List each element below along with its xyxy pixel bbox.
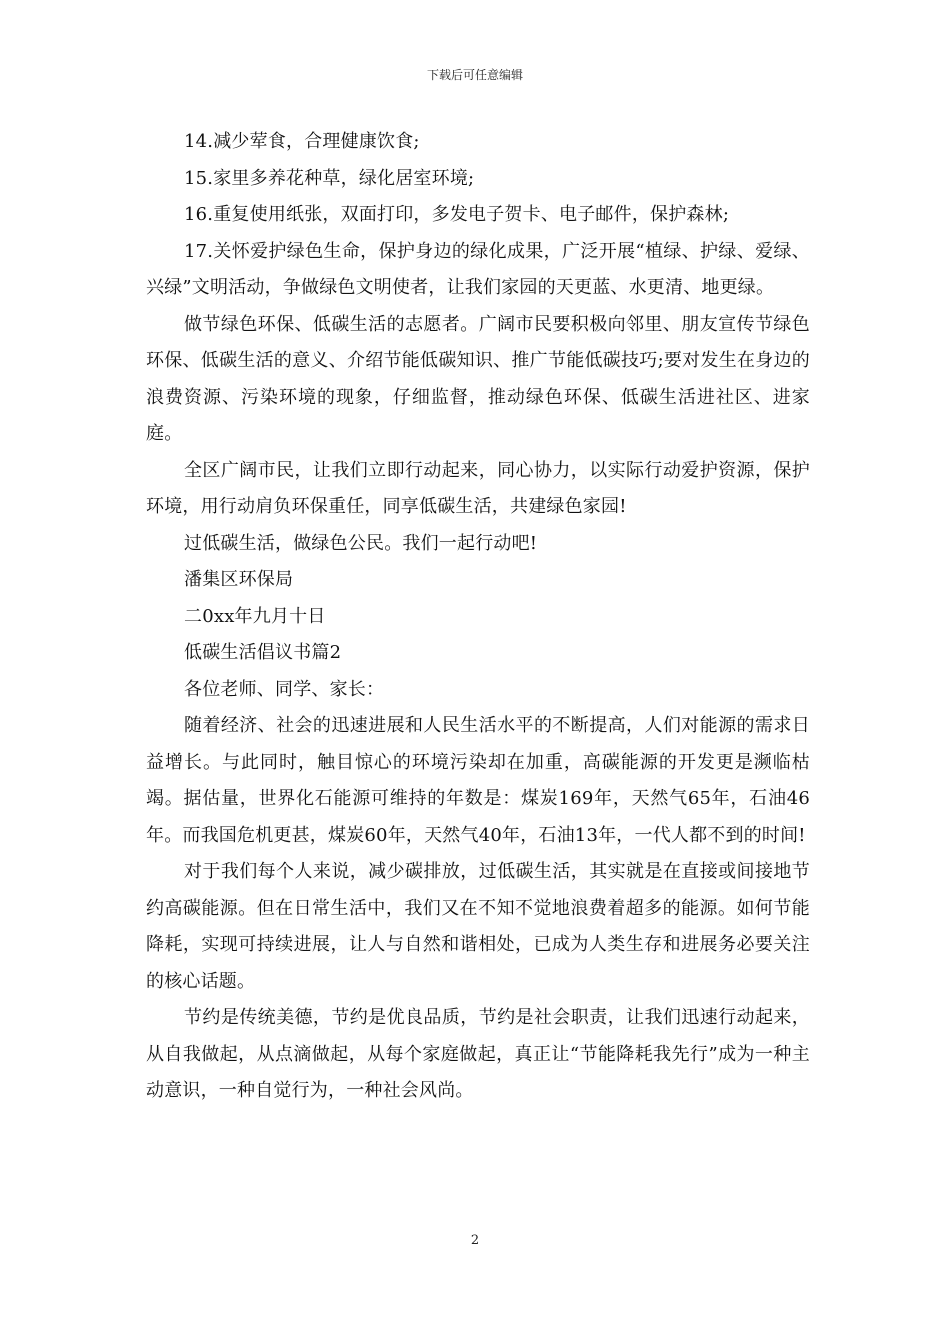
- paragraph-slogan: 过低碳生活，做绿色公民。我们一起行动吧!: [184, 532, 538, 554]
- paragraph-carbon-reduction: 对于我们每个人来说，减少碳排放，过低碳生活，其实就是在直接或间接地节约高碳能源。但在日常生活中，我们又在不知不觉地浪费着超多的能源。如何节能降耗，实现可持续进展，让人与自然和谐相处，已成为人类生存和进展务必要关注的核心话题。: [146, 861, 810, 992]
- paragraph-volunteer: 做节绿色环保、低碳生活的志愿者。广阔市民要积极向邻里、朋友宣传节绿色环保、低碳生活的意义、介绍节能低碳知识、推广节能低碳技巧;要对发生在身边的浪费资源、污染环境的现象，仔细监督，推动绿色环保、低碳生活进社区、进家庭。: [146, 313, 810, 444]
- document-body: [146, 124, 810, 1110]
- paragraph-item-15: 15.家里多养花种草，绿化居室环境;: [184, 167, 475, 189]
- paragraph-energy-demand: 随着经济、社会的迅速进展和人民生活水平的不断提高，人们对能源的需求日益增长。与此同时，触目惊心的环境污染却在加重，高碳能源的开发更是濒临枯竭。据估量，世界化石能源可维持的年数是：煤炭169年，天然气65年，石油46年。而我国危机更甚，煤炭60年，天然气40年，石油13年，一代人都不到的时间!: [146, 715, 810, 846]
- paragraph-saving-virtue: 节约是传统美德，节约是优良品质，节约是社会职责，让我们迅速行动起来，从自我做起，从点滴做起，从每个家庭做起，真正让“节能降耗我先行”成为一种主动意识，一种自觉行为，一种社会风尚。: [146, 1007, 810, 1101]
- signature-organization: 潘集区环保局: [184, 569, 294, 590]
- signature-date: 二0xx年九月十日: [184, 605, 326, 627]
- page-number: 2: [470, 1233, 480, 1248]
- paragraph-item-17: 17.关怀爱护绿色生命，保护身边的绿化成果，广泛开展“植绿、护绿、爱绿、兴绿”文明活动，争做绿色文明使者，让我们家园的天更蓝、水更清、地更绿。: [146, 240, 810, 298]
- salutation: 各位老师、同学、家长：: [184, 678, 385, 700]
- page-header: 下载后可任意编辑: [426, 68, 523, 82]
- paragraph-item-16: 16.重复使用纸张，双面打印，多发电子贺卡、电子邮件，保护森林;: [184, 204, 730, 225]
- paragraph-call-to-action: 全区广阔市民，让我们立即行动起来，同心协力，以实际行动爱护资源，保护环境，用行动肩负环保重任，同享低碳生活，共建绿色家园!: [146, 459, 810, 517]
- section-title: 低碳生活倡议书篇2: [184, 642, 342, 663]
- paragraph-item-14: 14.减少荤食，合理健康饮食;: [184, 131, 420, 152]
